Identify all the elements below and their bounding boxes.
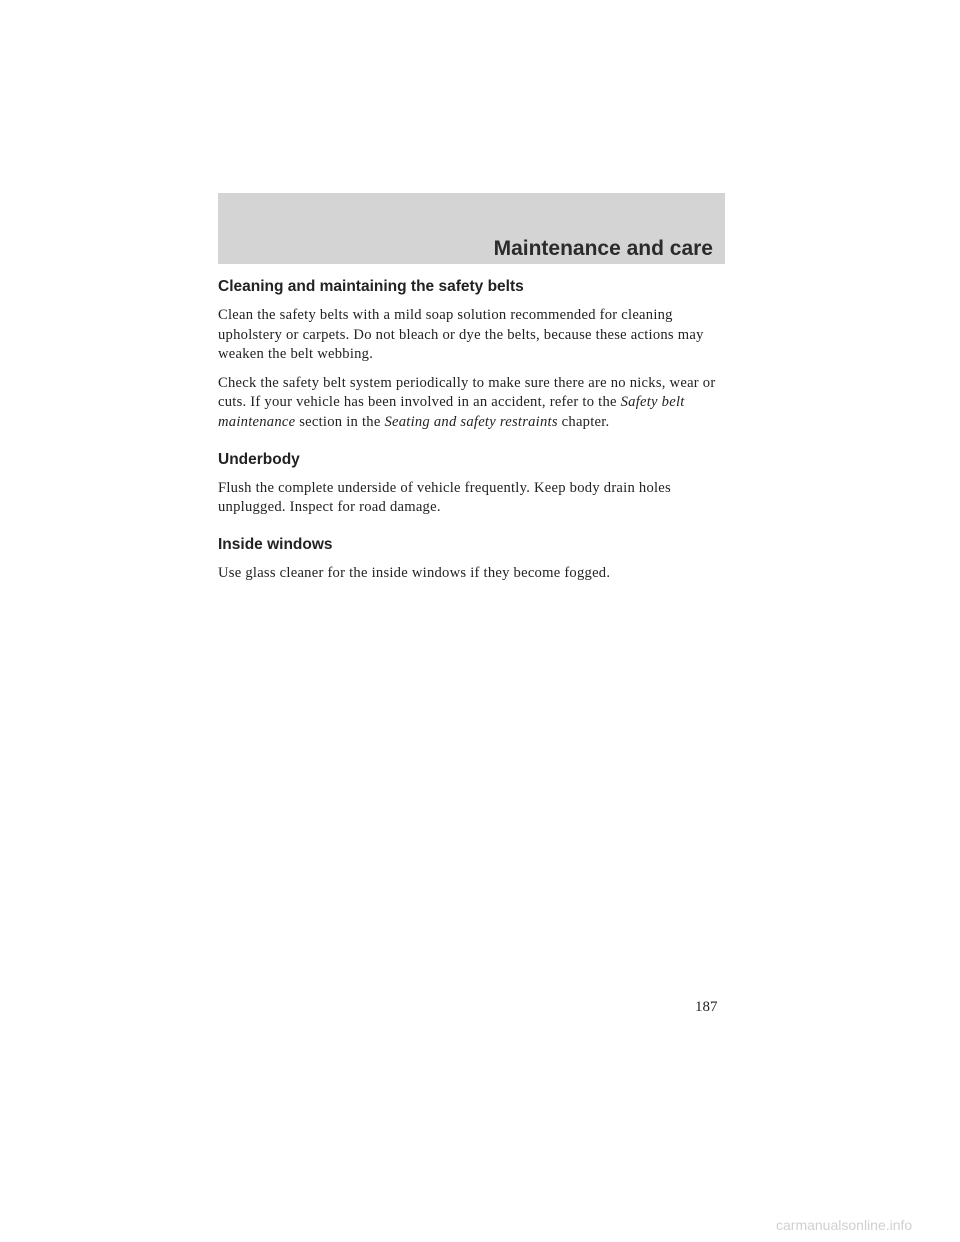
section-heading-safety-belts: Cleaning and maintaining the safety belts <box>218 278 524 295</box>
paragraph-text: chapter. <box>557 413 610 430</box>
paragraph-belt-check <box>218 374 725 433</box>
section-heading-inside-windows: Inside windows <box>218 535 333 553</box>
cross-reference-seating-chapter: Seating and safety restraints <box>384 413 558 430</box>
paragraph-text: section in the <box>295 413 385 430</box>
page-number: 187 <box>695 999 718 1015</box>
paragraph-belt-cleaning: Clean the safety belts with a mild soap solution recommended for cleaning upholstery or carpets. Do not bleach or dye the belts, because these actions may weaken the belt webbing. <box>218 307 704 363</box>
paragraph-underbody: Flush the complete underside of vehicle frequently. Keep body drain holes unplugged. Inspect for road damage. <box>218 479 671 516</box>
chapter-header-band <box>218 193 725 264</box>
paragraph-text: Check the safety belt system periodically to make sure there are no nicks, wear or cuts. If your vehicle has been involved in an accident, refer to the <box>218 374 716 411</box>
section-heading-underbody: Underbody <box>218 450 300 468</box>
cross-reference-safety-belt-maintenance: Safety belt maintenance <box>218 394 685 430</box>
chapter-title: Maintenance and care <box>493 237 713 260</box>
page-content <box>218 276 725 592</box>
watermark: carmanualsonline.info <box>776 1217 913 1233</box>
paragraph-inside-windows: Use glass cleaner for the inside windows if they become fogged. <box>218 564 611 581</box>
